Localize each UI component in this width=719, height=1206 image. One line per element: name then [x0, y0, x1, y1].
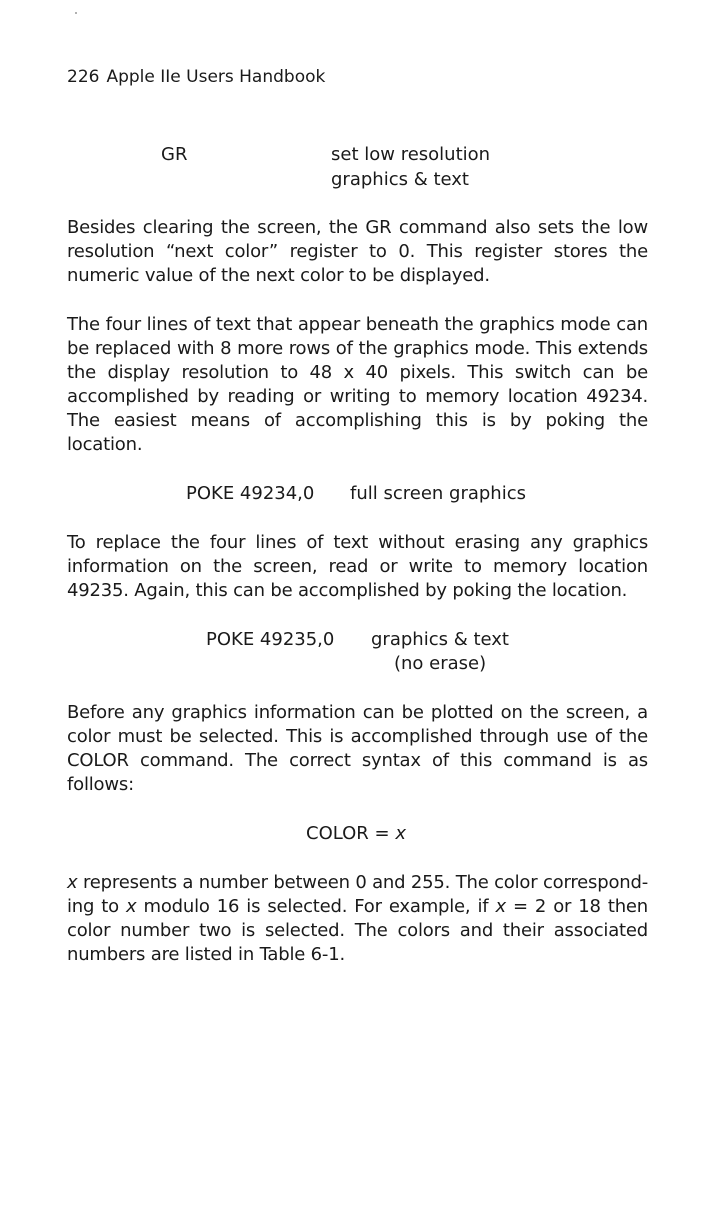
line-text: ing to — [67, 896, 127, 917]
gr-description-line1: set low resolution — [331, 144, 491, 165]
paragraph-line: follows: — [67, 774, 134, 795]
paragraph-line: 49235. Again, this can be accomplished by poking the location. — [67, 580, 628, 601]
paragraph-full-screen — [67, 313, 648, 457]
paragraph-line: numbers are listed in Table 6-1. — [67, 944, 345, 965]
paragraph-line: The easiest means of accomplishing this is by poking the — [67, 410, 648, 431]
paragraph-line: To replace the four lines of text without erasing any graphics — [67, 532, 648, 553]
paragraph-line — [67, 895, 648, 919]
paragraph-line: COLOR command. The correct syntax of this command is as — [67, 750, 648, 771]
paragraph-gr-explanation — [67, 216, 648, 288]
paragraph-line: the display resolution to 48 x 40 pixels. This switch can be — [67, 362, 648, 383]
paragraph-line: Besides clearing the screen, the GR command also sets the low — [67, 217, 648, 238]
paragraph-line: color must be selected. This is accomplished through use of the — [67, 726, 648, 747]
poke-mixed-description-line1: graphics & text — [371, 629, 509, 650]
color-syntax — [306, 822, 406, 846]
paragraph-line — [67, 871, 648, 895]
line-text: = 2 or 18 then — [505, 896, 648, 917]
variable-x: x — [67, 872, 78, 893]
paragraph-line: Before any graphics information can be plotted on the screen, a — [67, 702, 648, 723]
variable-x: x — [126, 896, 137, 917]
color-variable: x — [395, 823, 406, 844]
gr-command: GR — [161, 144, 188, 165]
paragraph-mixed-mode — [67, 531, 648, 603]
paragraph-line: color number two is selected. The colors and their associated — [67, 920, 648, 941]
paragraph-line: The four lines of text that appear beneath the graphics mode can — [67, 314, 648, 335]
gr-description-line2: graphics & text — [331, 169, 469, 190]
page-number: 226 — [67, 67, 100, 87]
paragraph-line: location. — [67, 434, 143, 455]
paragraph-line: information on the screen, read or write to memory location — [67, 556, 648, 577]
poke-mixed-command: POKE 49235,0 — [206, 629, 335, 650]
paragraph-color-modulo — [67, 871, 648, 967]
book-title: Apple IIe Users Handbook — [106, 67, 326, 87]
line-text: modulo 16 is selected. For example, if — [136, 896, 496, 917]
paragraph-line: numeric value of the next color to be displayed. — [67, 265, 490, 286]
stray-mark — [75, 12, 77, 14]
poke-mixed-description-line2: (no erase) — [394, 653, 487, 674]
paragraph-color-intro — [67, 701, 648, 797]
paragraph-line: be replaced with 8 more rows of the graphics mode. This extends — [67, 338, 648, 359]
line-text: represents a number between 0 and 255. The color correspond- — [77, 872, 648, 893]
paragraph-line: resolution “next color” register to 0. This register stores the — [67, 241, 648, 262]
poke-full-description: full screen graphics — [350, 483, 526, 504]
paragraph-line: accomplished by reading or writing to memory location 49234. — [67, 386, 648, 407]
running-head — [67, 66, 325, 88]
color-command: COLOR = — [306, 823, 396, 844]
variable-x: x — [495, 896, 506, 917]
poke-full-command: POKE 49234,0 — [186, 483, 315, 504]
